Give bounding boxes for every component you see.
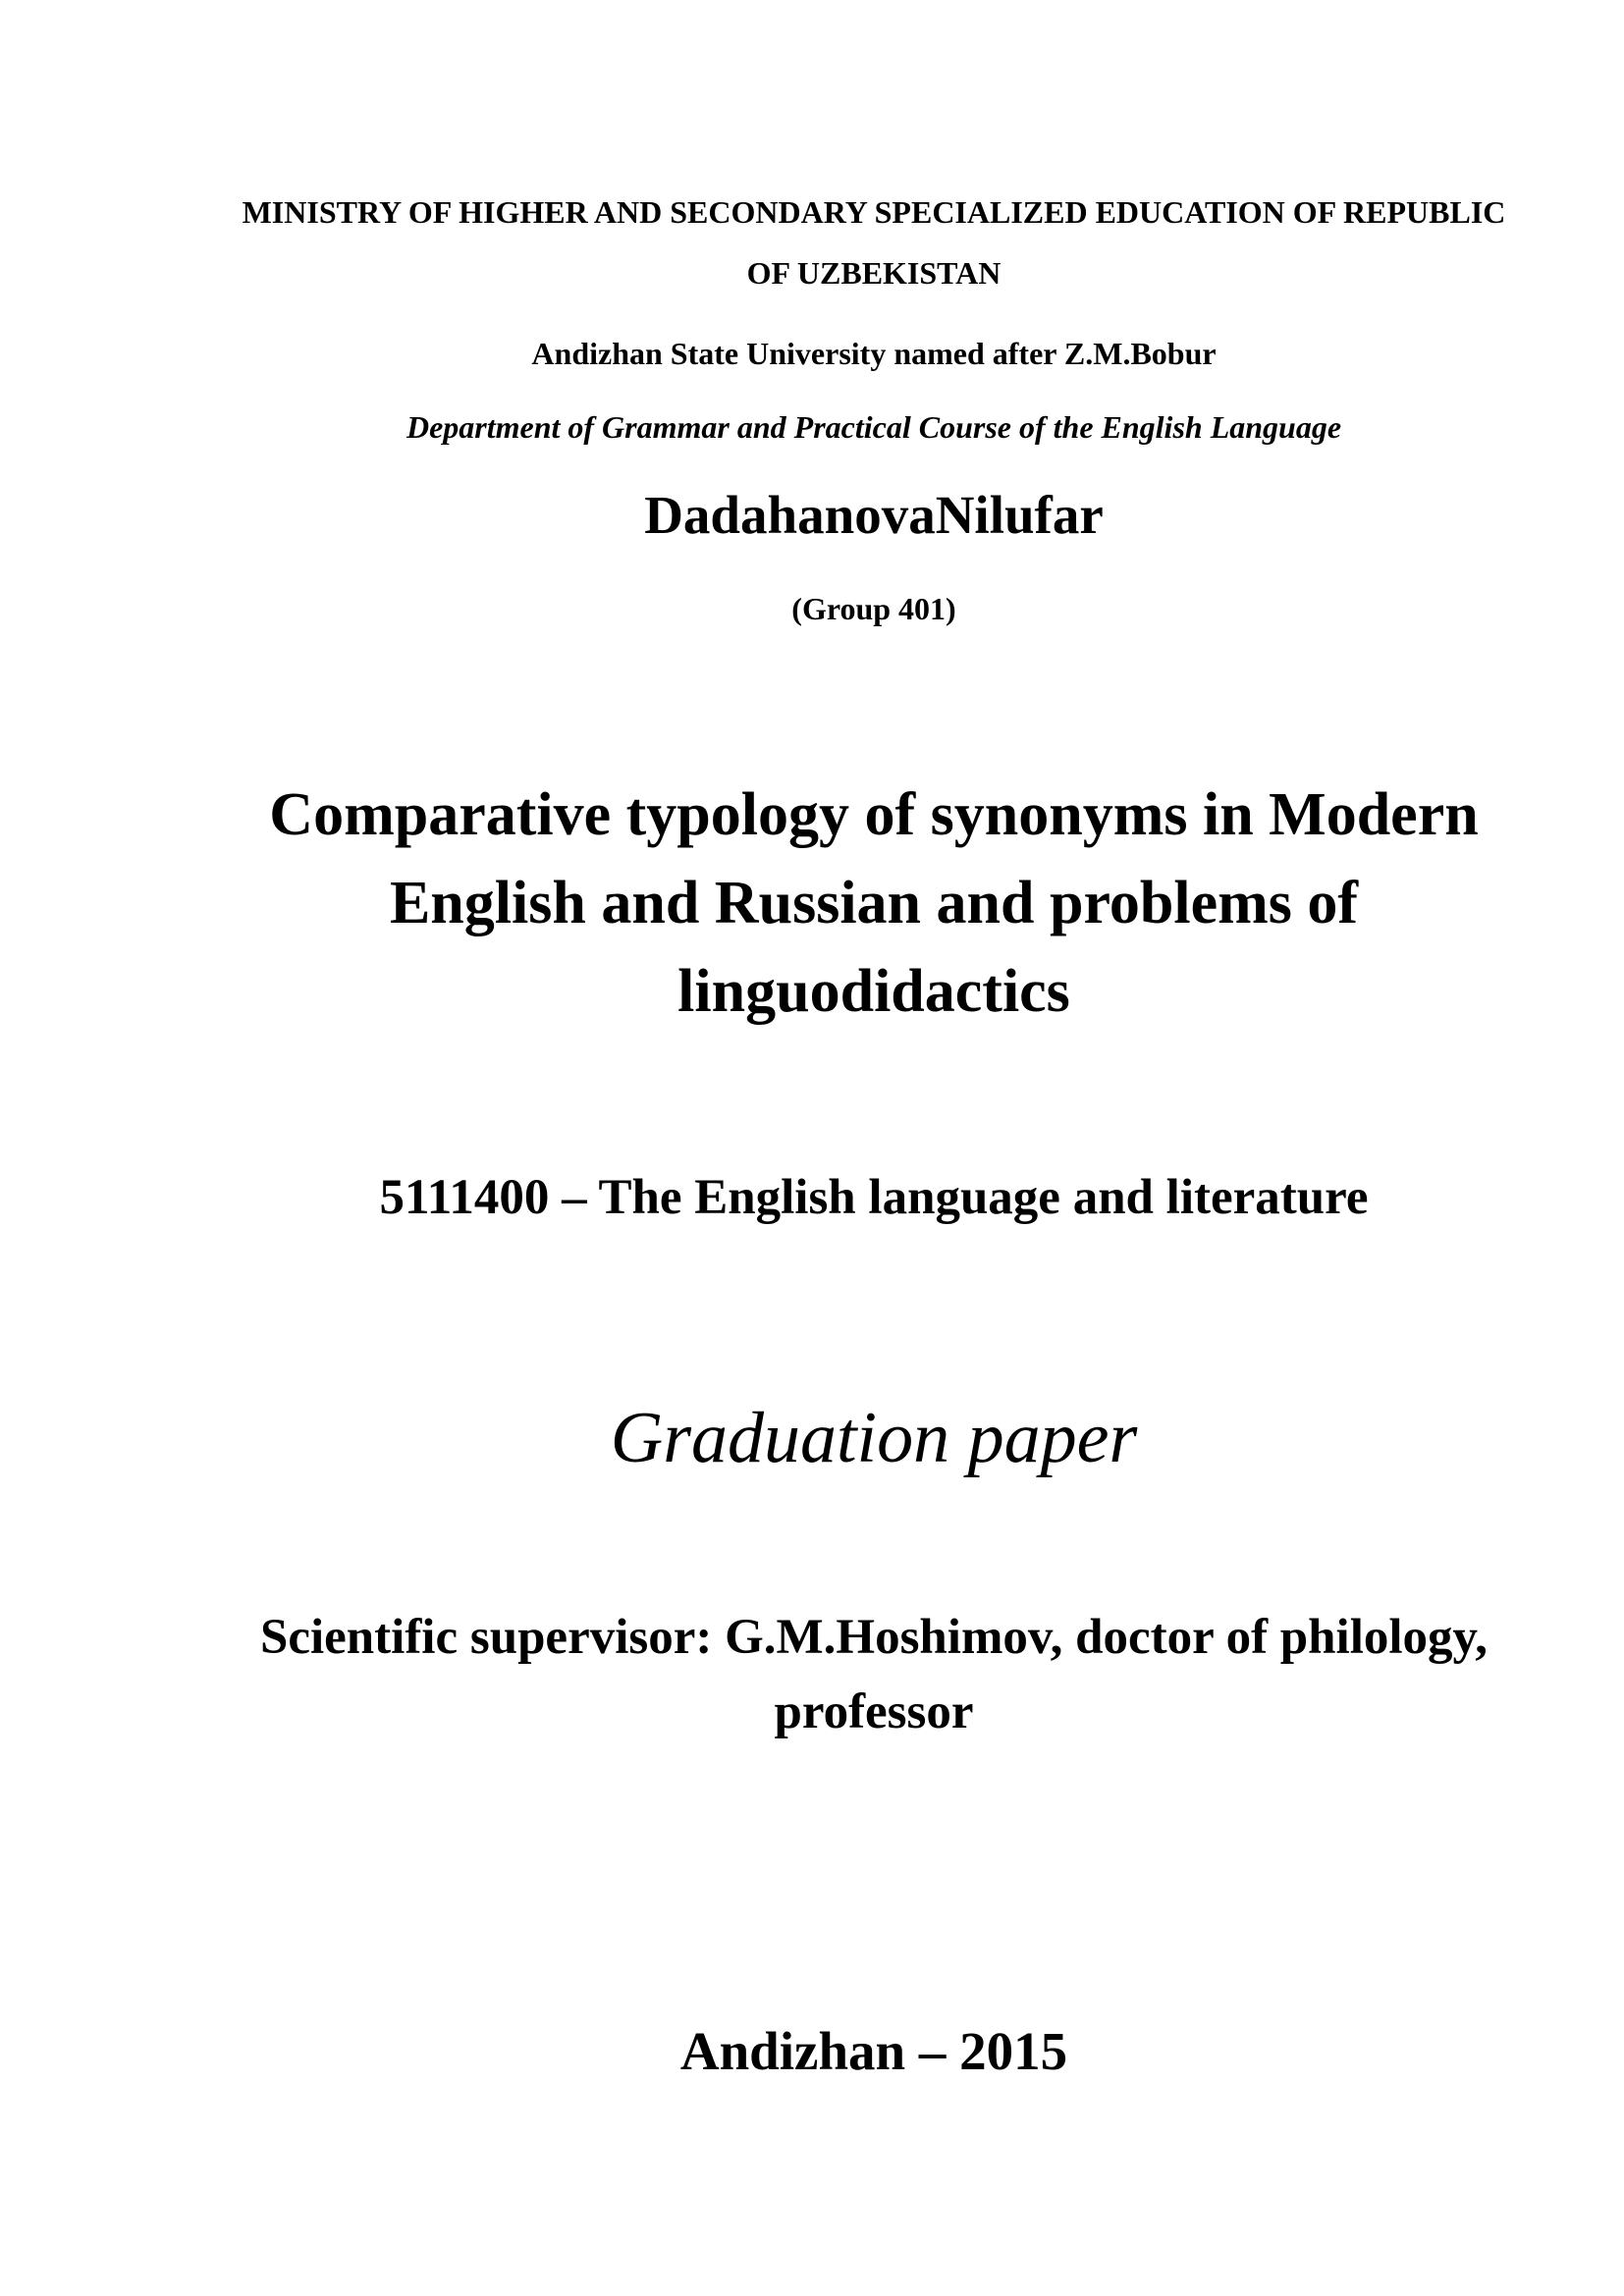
paper-type: Graduation paper (610, 1398, 1138, 1478)
ministry-heading: MINISTRY OF HIGHER AND SECONDARY SPECIALIZED EDUCATION OF REPUBLIC OF UZBEKISTAN (242, 194, 1506, 291)
department-name: Department of Grammar and Practical Course of the English Language (406, 409, 1342, 445)
place-and-year: Andizhan – 2015 (679, 2021, 1068, 2081)
group-number: (Group 401) (791, 591, 956, 626)
specialty-code: 5111400 – The English language and literature (379, 1170, 1369, 1225)
paper-title: Comparative typology of synonyms in Modern English and Russian and problems of linguodidactics (269, 781, 1479, 1025)
author-name: DadahanovaNilufar (644, 485, 1104, 545)
university-name: Andizhan State University named after Z.M.Bobur (531, 336, 1217, 371)
supervisor-info: Scientific supervisor: G.M.Hoshimov, doctor of philology, professor (260, 1610, 1488, 1739)
